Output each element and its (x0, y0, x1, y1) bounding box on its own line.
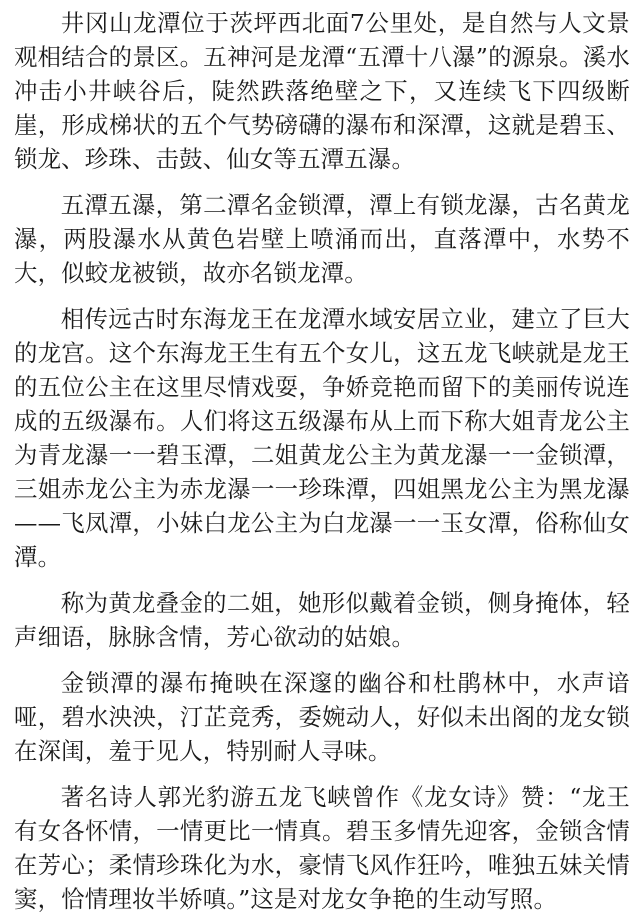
paragraph-waterfall-scene: 金锁潭的瀑布掩映在深邃的幽谷和杜鹃林中，水声谙哑，碧水泱泱，汀芷竞秀，委婉动人，好似未出阁的龙女锁在深闺，羞于见人，特别耐人寻味。 (14, 669, 630, 765)
paragraph-intro: 井冈山龙潭位于茨坪西北面7公里处，是自然与人文景观相结合的景区。五神河是龙潭“五潭十八瀑”的源泉。溪水冲击小井峡谷后，陡然跌落绝壁之下，又连续飞下四级断崖，形成梯状的五个气势磅礴的瀑布和深潭，这就是碧玉、锁龙、珍珠、击鼓、仙女等五潭五瀑。 (14, 9, 630, 173)
paragraph-legend: 相传远古时东海龙王在龙潭水域安居立业，建立了巨大的龙宫。这个东海龙王生有五个女儿，这五龙飞峡就是龙王的五位公主在这里尽情戏耍，争娇竞艳而留下的美丽传说连成的五级瀑布。人们将这五级瀑布从上而下称大姐青龙公主为青龙瀑一一碧玉潭，二姐黄龙公主为黄龙瀑一一金锁潭，三姐赤龙公主为赤龙瀑一一珍珠潭，四姐黑龙公主为黑龙瀑——飞凤潭，小妹白龙公主为白龙瀑一一玉女潭，俗称仙女潭。 (14, 305, 630, 571)
paragraph-poem: 著名诗人郭光豹游五龙飞峡曾作《龙女诗》赞：“龙王有女各怀情，一情更比一情真。碧玉多情先迎客，金锁含情在芳心；柔情珍珠化为水，豪情飞风作狂吟，唯独五妹关情窦，恰情理妆半娇嗔。”这是对龙女争艳的生动写照。 (14, 783, 630, 913)
paragraph-second-sister: 称为黄龙叠金的二姐，她形似戴着金锁，侧身掩体，轻声细语，脉脉含情，芳心欲动的姑娘。 (14, 589, 630, 651)
paragraph-jinsuo-tan: 五潭五瀑，第二潭名金锁潭，潭上有锁龙瀑，古名黄龙瀑，两股瀑水从黄色岩壁上喷涌而出，直落潭中，水势不大，似蛟龙被锁，故亦名锁龙潭。 (14, 191, 630, 287)
